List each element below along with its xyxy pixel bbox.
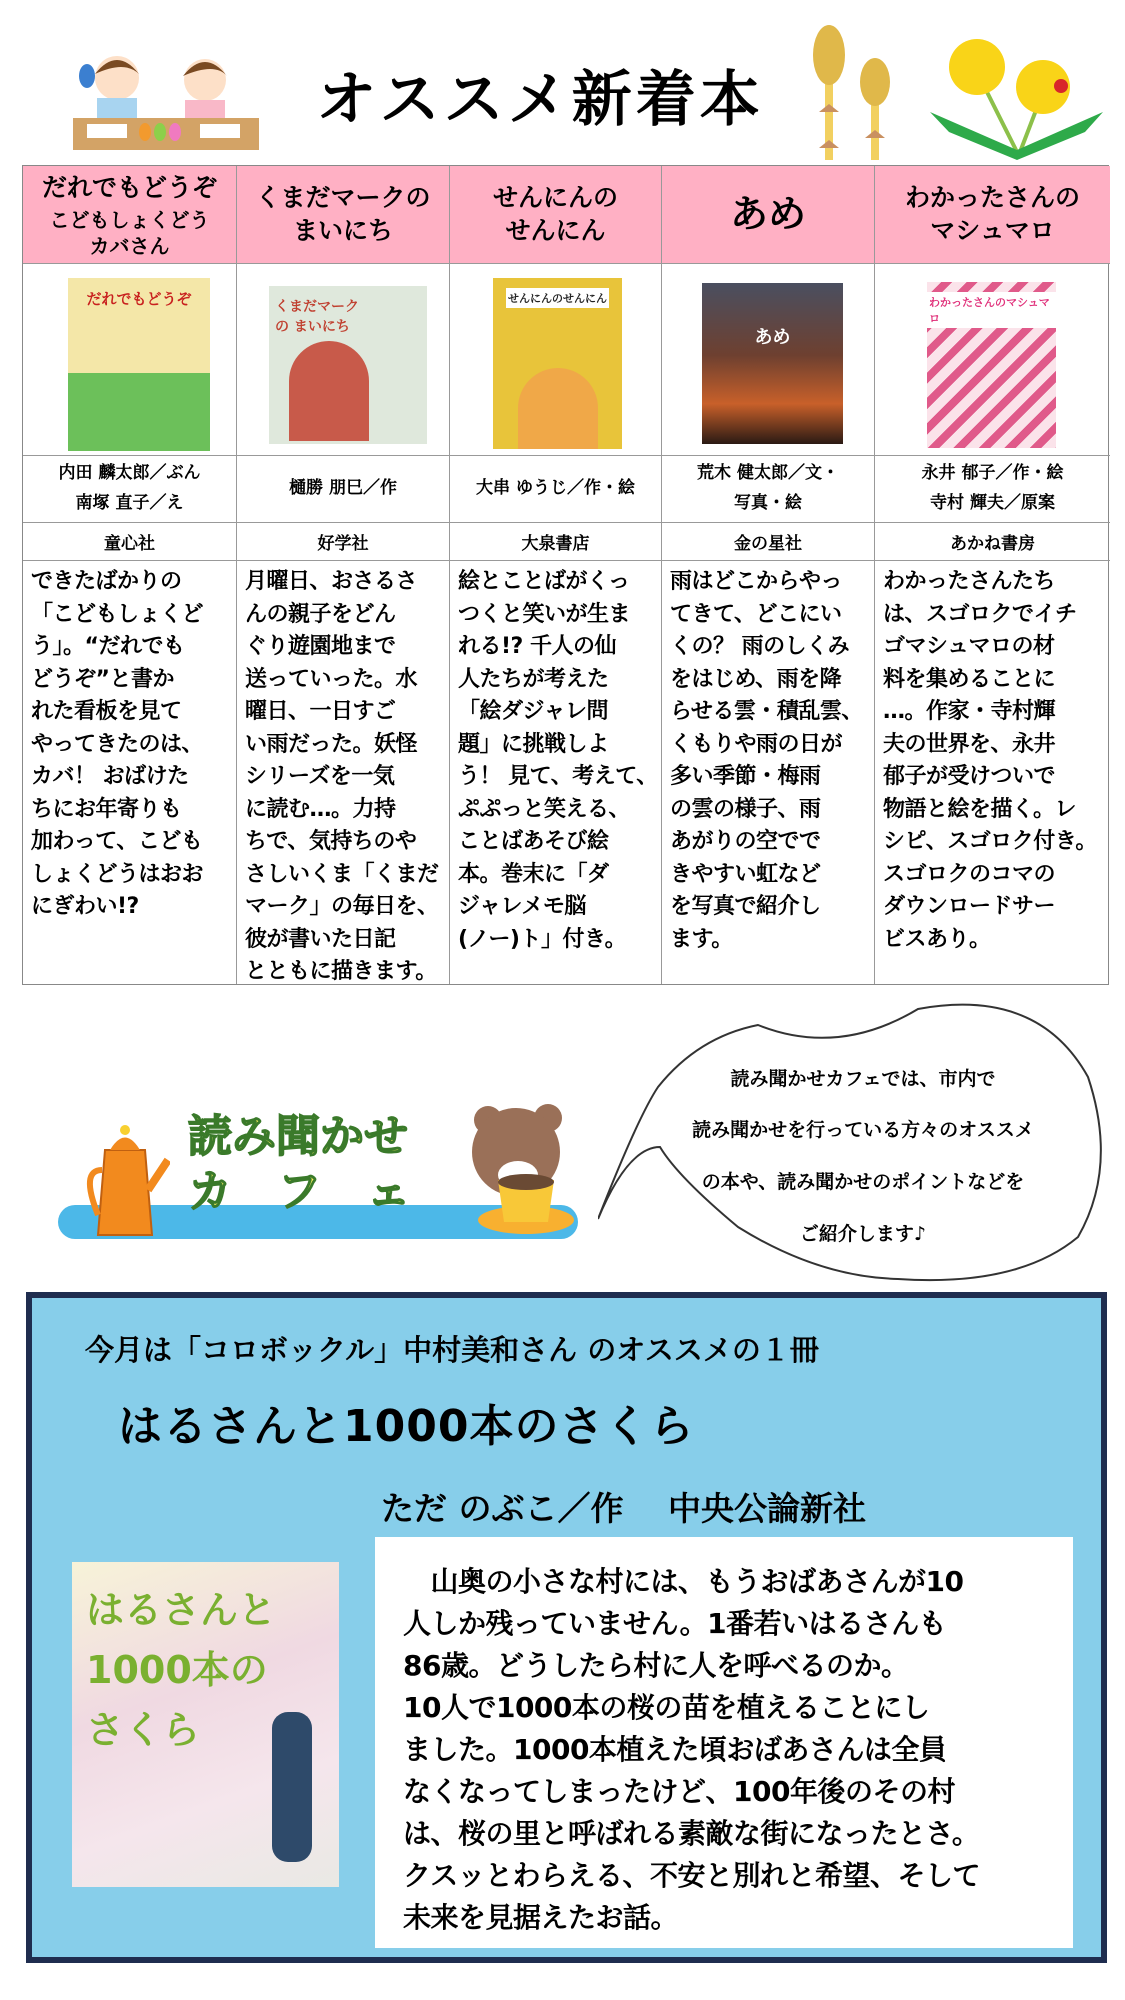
book-cover-image[interactable] — [927, 282, 1056, 448]
description-cell: 絵とことばがくっ つくと笑いが生ま れる!? 千人の仙 人たちが考えた 「絵ダジャレ問 題」に挑戦しよ う！ 見て、考えて、 ぷぷっと笑える、 ことばあそび絵 本。巻末に「ダ ジャレメモ脳 (ノー)ト」付き。 — [450, 561, 662, 984]
book-title-cell — [450, 166, 662, 264]
bubble-text-line: 読み聞かせを行っている方々のオススメ — [692, 1119, 1034, 1141]
speech-bubble — [598, 997, 1108, 1285]
publisher-cell: あかね書房 — [875, 523, 1110, 561]
author-cell — [875, 456, 1110, 523]
cover-title: はるさんと1000本のさくら — [86, 1588, 277, 1752]
cover-title: くまだマークの まいにち — [275, 299, 359, 335]
author-cell — [237, 456, 450, 523]
book-title-cell — [662, 166, 875, 264]
author-line: 樋勝 朋巳／作 — [289, 478, 397, 499]
author-line: 写真・絵 — [734, 493, 802, 513]
cafe-logo-line2: カ フ ェ — [188, 1166, 411, 1217]
page-title: オススメ新着本 — [316, 65, 764, 135]
publisher-cell: 金の星社 — [662, 523, 875, 561]
children-painting-illustration — [65, 40, 265, 152]
author-cell — [23, 456, 237, 523]
publisher-cell: 大泉書店 — [450, 523, 662, 561]
author-cell — [662, 456, 875, 523]
cover-title: せんにんのせんにん — [506, 288, 609, 308]
book-cover-image[interactable] — [68, 278, 210, 451]
book-title: せんにん — [505, 215, 606, 245]
author-line: 永井 郁子／作・絵 — [921, 463, 1064, 484]
pick-heading: 今月は「コロボックル」中村美和さん のオススメの１冊 — [85, 1333, 819, 1367]
monthly-pick-section — [26, 1292, 1107, 1963]
book-cover-image[interactable] — [493, 278, 622, 449]
publisher-cell: 好学社 — [237, 523, 450, 561]
book-subtitle: カバさん — [89, 233, 170, 258]
pick-author-publisher: ただ のぶこ／作 中央公論新社 — [381, 1489, 866, 1528]
book-title: あめ — [729, 191, 806, 236]
bubble-text-line: の本や、読み聞かせのポイントなどを — [701, 1171, 1025, 1193]
pick-description: 山奥の小さな村には、もうおばあさんが10 人しか残っていません。1番若いはるさんも 86歳。どうしたら村に人を呼べるのか。 10人で1000本の桜の苗を植えることにし ました。1000本植えた頃おばあさんは全員 なくなってしまったけど、100年後のその村 は、桜の里と呼ばれる素敵な街になったとさ。 クスッとわらえる、不安と別れと希望、そして 未来を見据えたお話。 — [375, 1537, 1073, 1948]
cafe-logo-line1: 読み聞かせ — [188, 1111, 408, 1162]
book-subtitle: こどもしょくどう — [49, 207, 210, 232]
book-title-cell — [875, 166, 1110, 264]
cover-title: あめ — [754, 327, 791, 348]
author-line: 大串 ゆうじ／作・絵 — [476, 478, 635, 499]
dandelion-illustration — [925, 22, 1105, 162]
book-title: マシュマロ — [930, 215, 1055, 245]
author-line: 荒木 健太郎／文・ — [697, 463, 839, 484]
description-cell: わかったさんたち は、スゴロクでイチ ゴマシュマロの材 料を集めることに …。作家・寺村輝 夫の世界を、永井 郁子が受けついで 物語と絵を描く。レ シピ、スゴロク付き。 スゴロクのコマの ダウンロードサー ビスあり。 — [883, 569, 1097, 952]
author-line: 寺村 輝夫／原案 — [930, 493, 1055, 513]
bubble-text-line: ご紹介します♪ — [799, 1223, 927, 1245]
book-title: わかったさんの — [904, 183, 1080, 212]
book-cover-image[interactable] — [269, 286, 427, 444]
bear-with-cup-illustration — [458, 1100, 578, 1238]
pick-book-cover-image[interactable] — [72, 1562, 339, 1887]
book-title-cell — [23, 166, 237, 264]
book-title: だれでもどうぞ — [41, 173, 217, 203]
book-title: くまだマークの — [255, 183, 431, 212]
author-line: 南塚 直子／え — [75, 493, 184, 513]
book-title-cell — [237, 166, 450, 264]
book-cover-image[interactable] — [702, 283, 843, 444]
book-title: まいにち — [292, 215, 393, 245]
pick-book-title: はるさんと1000本のさくら — [118, 1401, 695, 1452]
description-cell: できたばかりの 「こどもしょくど う」。“だれでも どうぞ”と書か れた看板を見て やってきたのは、 カバ！ おばけた ちにお年寄りも 加わって、こども しょくどうはおお にぎわい!? — [23, 561, 237, 984]
author-line: 内田 麟太郎／ぶん — [58, 463, 201, 484]
cover-title: だれでもどうぞ — [86, 290, 192, 308]
bubble-text-line: 読み聞かせカフェでは、市内で — [730, 1068, 996, 1090]
description-cell: 雨はどこからやっ てきて、どこにい くの？ 雨のしくみ をはじめ、雨を降 らせる雲・積乱雲、 くもりや雨の日が 多い季節・梅雨 の雲の様子、雨 あがりの空でで きやすい虹など を写真で紹介し ます。 — [662, 561, 875, 984]
new-books-table — [22, 165, 1109, 985]
description-cell: 月曜日、おさるさ んの親子をどん ぐり遊園地まで 送っていった。水 曜日、一日すご い雨だった。妖怪 シリーズを一気 に読む…。力持 ちで、気持ちのや さしいくま「くまだ マーク」の毎日を、 彼が書いた日記 とともに描きます。 — [237, 561, 450, 984]
horsetail-plants-illustration — [805, 20, 915, 160]
coffee-pot-illustration — [80, 1120, 170, 1240]
reading-cafe-logo — [58, 1100, 578, 1242]
author-cell — [450, 456, 662, 523]
cover-title: わかったさんのマシュマロ — [927, 292, 1056, 328]
publisher-cell: 童心社 — [23, 523, 237, 561]
book-title: せんにんの — [492, 183, 618, 212]
